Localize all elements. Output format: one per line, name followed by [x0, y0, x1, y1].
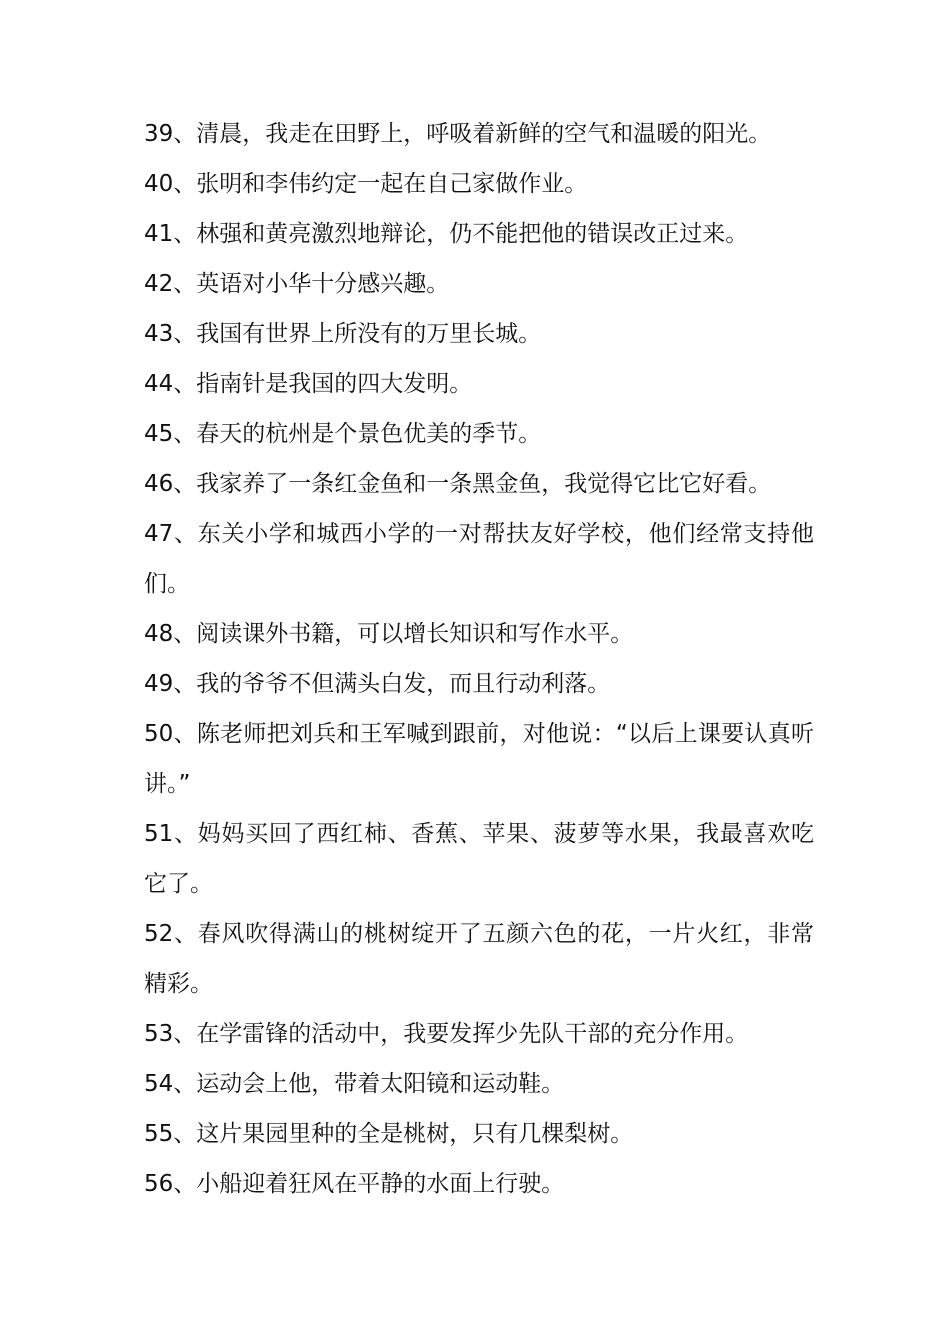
list-item: 46、我家养了一条红金鱼和一条黑金鱼，我觉得它比它好看。: [144, 471, 772, 497]
list-item: 52、春风吹得满山的桃树绽开了五颜六色的花，一片火红，非常精彩。: [144, 921, 814, 997]
list-item: 41、林强和黄亮激烈地辩论，仍不能把他的错误改正过来。: [144, 221, 749, 247]
list-item: 48、阅读课外书籍，可以增长知识和写作水平。: [144, 621, 634, 647]
list-item: 54、运动会上他，带着太阳镜和运动鞋。: [144, 1071, 565, 1097]
sentence-list: [144, 109, 814, 1209]
list-item: 42、英语对小华十分感兴趣。: [144, 271, 450, 297]
list-item: 39、清晨，我走在田野上，呼吸着新鲜的空气和温暖的阳光。: [144, 121, 772, 147]
list-item: 56、小船迎着狂风在平静的水面上行驶。: [144, 1171, 565, 1197]
list-item: 55、这片果园里种的全是桃树，只有几棵梨树。: [144, 1121, 634, 1147]
list-item: 47、东关小学和城西小学的一对帮扶友好学校，他们经常支持他们。: [144, 521, 814, 597]
list-item: 40、张明和李伟约定一起在自己家做作业。: [144, 171, 588, 197]
list-item: 50、陈老师把刘兵和王军喊到跟前，对他说：“以后上课要认真听讲。”: [144, 721, 814, 797]
list-item: 45、春天的杭州是个景色优美的季节。: [144, 421, 542, 447]
list-item: 53、在学雷锋的活动中，我要发挥少先队干部的充分作用。: [144, 1021, 749, 1047]
list-item: 49、我的爷爷不但满头白发，而且行动利落。: [144, 671, 611, 697]
list-item: 51、妈妈买回了西红柿、香蕉、苹果、菠萝等水果，我最喜欢吃它了。: [144, 821, 814, 897]
list-item: 43、我国有世界上所没有的万里长城。: [144, 321, 542, 347]
list-item: 44、指南针是我国的四大发明。: [144, 371, 473, 397]
